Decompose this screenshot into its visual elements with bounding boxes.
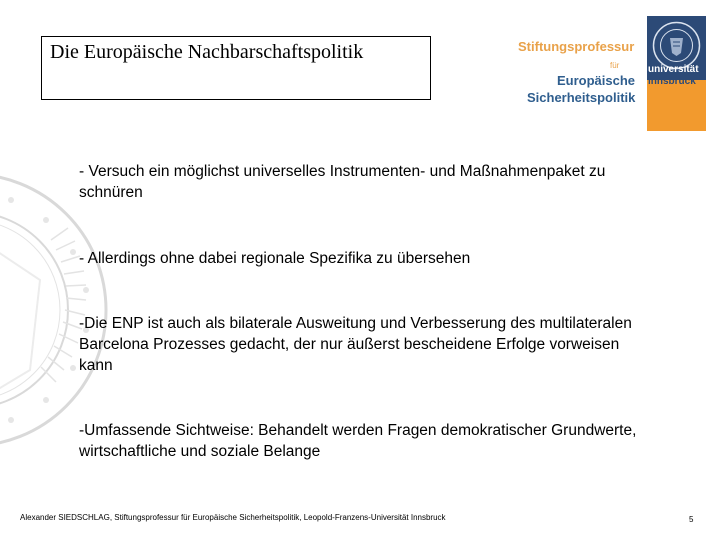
slide-title-box — [41, 36, 431, 100]
footer-author: Alexander SIEDSCHLAG, Stiftungsprofessur für Europäische Sicherheitspolitik, Leopold-Franzens-Universität Innsbruck — [20, 513, 446, 522]
logo-line-sicherheitspolitik: Sicherheitspolitik — [527, 90, 636, 105]
university-word-2: innsbruck — [648, 76, 696, 87]
logo-line-stiftungsprofessur: Stiftungsprofessur — [518, 39, 635, 54]
university-word-1: universität — [648, 64, 699, 75]
bullet-2: - Allerdings ohne dabei regionale Spezifika zu übersehen — [79, 250, 471, 267]
logo-line-fur: für — [610, 61, 620, 70]
bullet-3: -Die ENP ist auch als bilaterale Ausweitung und Verbesserung des multilateralen Barcelona Prozesses gedacht, der nur äußerst bescheidene Erfolge vorweisen kann — [79, 315, 632, 374]
university-seal-watermark — [0, 170, 110, 450]
bullet-4: -Umfassende Sichtweise: Behandelt werden Fragen demokratischer Grundwerte, wirtschaftliche und soziale Belange — [79, 422, 637, 460]
bullet-1: - Versuch ein möglichst universelles Instrumenten- und Maßnahmenpaket zu schnüren — [79, 163, 606, 201]
slide-title: Die Europäische Nachbarschaftspolitik — [50, 41, 364, 63]
university-logo — [647, 16, 706, 131]
page-number: 5 — [689, 515, 694, 524]
logo-line-europaeische: Europäische — [557, 73, 636, 88]
